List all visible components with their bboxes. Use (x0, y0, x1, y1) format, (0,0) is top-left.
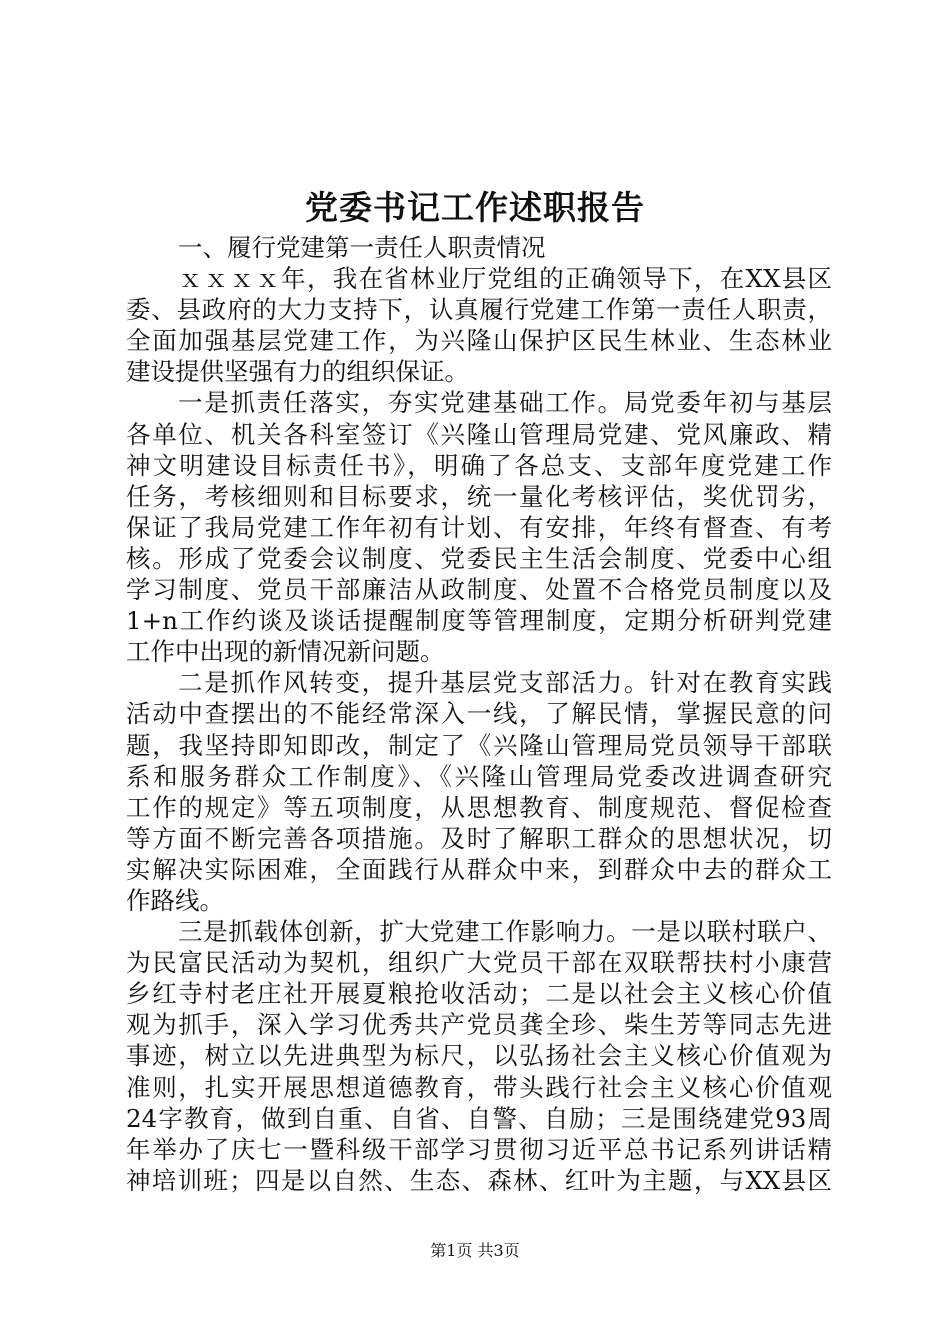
document-body (126, 232, 832, 1196)
section-heading: 一、履行党建第一责任人职责情况 (178, 233, 546, 262)
paragraph-line: 各单位、机关各科室签订《兴隆山管理局党建、党风廉政、精 (126, 419, 832, 449)
paragraph-line: 乡红寺村老庄社开展夏粮抢收活动；二是以社会主义核心价值 (126, 979, 832, 1009)
paragraph-line: 观为抓手，深入学习优秀共产党员龚全珍、柴生芳等同志先进 (126, 1010, 832, 1040)
paragraph-line: 任务，考核细则和目标要求，统一量化考核评估，奖优罚劣， (126, 481, 832, 511)
paragraph-line: 作路线。 (126, 885, 224, 915)
paragraph-line: 三是抓载体创新，扩大党建工作影响力。一是以联村联户、 (178, 917, 832, 947)
page-footer: 第1页 共3页 (430, 1241, 520, 1260)
paragraph-line: 保证了我局党建工作年初有计划、有安排，年终有督查、有考 (126, 512, 832, 542)
paragraph-line: 24字教育，做到自重、自省、自警、自励；三是围绕建党93周 (126, 1103, 832, 1133)
paragraph-line: 神培训班；四是以自然、生态、森林、红叶为主题，与XX县区 (126, 1165, 832, 1195)
paragraph-line: 为民富民活动为契机，组织广大党员干部在双联帮扶村小康营 (126, 948, 832, 978)
paragraph-line: ｘｘｘｘ年，我在省林业厅党组的正确领导下，在XX县区 (178, 264, 832, 294)
paragraph-line: 全面加强基层党建工作，为兴隆山保护区民生林业、生态林业 (126, 326, 832, 356)
paragraph-line: 1+n工作约谈及谈话提醒制度等管理制度，定期分析研判党建 (126, 606, 832, 636)
paragraph-line: 实解决实际困难，全面践行从群众中来，到群众中去的群众工 (126, 854, 832, 884)
paragraph-line: 神文明建设目标责任书》，明确了各总支、支部年度党建工作 (126, 450, 832, 480)
paragraph-line: 事迹，树立以先进典型为标尺，以弘扬社会主义核心价值观为 (126, 1041, 832, 1071)
paragraph-line: 系和服务群众工作制度》、《兴隆山管理局党委改进调查研究 (126, 761, 832, 791)
paragraph-line: 一是抓责任落实，夯实党建基础工作。局党委年初与基层 (178, 388, 832, 418)
paragraph-line: 准则，扎实开展思想道德教育，带头践行社会主义核心价值观 (126, 1072, 832, 1102)
document-title: 党委书记工作述职报告 (305, 188, 645, 227)
paragraph-line: 等方面不断完善各项措施。及时了解职工群众的思想状况，切 (126, 823, 832, 853)
paragraph-line: 委、县政府的大力支持下，认真履行党建工作第一责任人职责， (126, 295, 832, 325)
paragraph-line: 活动中查摆出的不能经常深入一线，了解民情，掌握民意的问 (126, 699, 832, 729)
paragraph-line: 学习制度、党员干部廉洁从政制度、处置不合格党员制度以及 (126, 575, 832, 605)
paragraph-line: 核。形成了党委会议制度、党委民主生活会制度、党委中心组 (126, 543, 832, 573)
paragraph-line: 二是抓作风转变，提升基层党支部活力。针对在教育实践 (178, 668, 832, 698)
paragraph-line: 建设提供坚强有力的组织保证。 (126, 357, 469, 387)
paragraph-line: 工作中出现的新情况新问题。 (126, 637, 445, 667)
paragraph-line: 工作的规定》等五项制度，从思想教育、制度规范、督促检查 (126, 792, 832, 822)
paragraph-line: 题，我坚持即知即改，制定了《兴隆山管理局党员领导干部联 (126, 730, 832, 760)
paragraph-line: 年举办了庆七一暨科级干部学习贯彻习近平总书记系列讲话精 (126, 1134, 832, 1164)
